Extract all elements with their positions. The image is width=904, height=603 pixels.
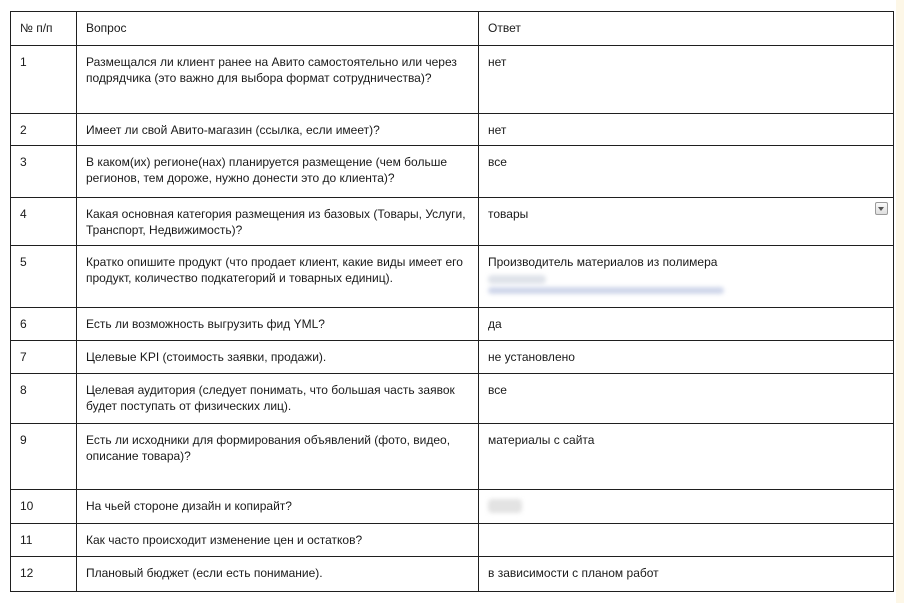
answer-cell[interactable]: нет (479, 46, 894, 114)
answer-cell[interactable]: все (479, 374, 894, 424)
question-cell[interactable]: На чьей стороне дизайн и копирайт? (77, 490, 479, 524)
table-row (11, 341, 894, 374)
header-num-cell[interactable]: № п/п (11, 12, 77, 46)
redacted-text (488, 499, 522, 513)
answer-cell[interactable]: да (479, 308, 894, 341)
brief-table (10, 11, 894, 592)
header-answer-cell[interactable]: Ответ (479, 12, 894, 46)
question-cell[interactable]: Какая основная категория размещения из базовых (Товары, Услуги, Транспорт, Недвижимость)? (77, 198, 479, 246)
num-cell[interactable]: 4 (11, 198, 77, 246)
answer-cell[interactable]: материалы с сайта (479, 424, 894, 490)
table-row (11, 557, 894, 592)
num-cell[interactable]: 6 (11, 308, 77, 341)
answer-value: Производитель материалов из полимера (488, 255, 718, 269)
question-cell[interactable]: Плановый бюджет (если есть понимание). (77, 557, 479, 592)
num-cell[interactable]: 3 (11, 146, 77, 198)
question-cell[interactable]: В каком(их) регионе(нах) планируется размещение (чем больше регионов, тем дороже, нужно донести это до клиента)? (77, 146, 479, 198)
table-row (11, 524, 894, 557)
num-cell[interactable]: 10 (11, 490, 77, 524)
num-cell[interactable]: 11 (11, 524, 77, 557)
num-cell[interactable]: 5 (11, 246, 77, 308)
answer-cell-content (488, 206, 884, 222)
table-row (11, 490, 894, 524)
question-cell[interactable]: Есть ли возможность выгрузить фид YML? (77, 308, 479, 341)
table-row (11, 46, 894, 114)
header-question-cell[interactable]: Вопрос (77, 12, 479, 46)
table-row (11, 114, 894, 146)
question-cell[interactable]: Есть ли исходники для формирования объявлений (фото, видео, описание товара)? (77, 424, 479, 490)
table-row (11, 198, 894, 246)
redacted-link (488, 287, 724, 294)
answer-cell[interactable]: в зависимости с планом работ (479, 557, 894, 592)
table-row (11, 374, 894, 424)
num-cell[interactable]: 1 (11, 46, 77, 114)
answer-cell[interactable] (479, 524, 894, 557)
answer-cell[interactable]: нет (479, 114, 894, 146)
num-cell[interactable]: 9 (11, 424, 77, 490)
redacted-text (488, 275, 546, 284)
answer-cell[interactable]: все (479, 146, 894, 198)
answer-value: товары (488, 207, 529, 221)
question-cell[interactable]: Целевые KPI (стоимость заявки, продажи). (77, 341, 479, 374)
num-cell[interactable]: 12 (11, 557, 77, 592)
table-row (11, 246, 894, 308)
question-cell[interactable]: Размещался ли клиент ранее на Авито самостоятельно или через подрядчика (это важно для выбора формат сотрудничества)? (77, 46, 479, 114)
dropdown-arrow-icon[interactable] (875, 202, 888, 215)
answer-cell[interactable]: не установлено (479, 341, 894, 374)
num-cell[interactable]: 8 (11, 374, 77, 424)
question-cell[interactable]: Целевая аудитория (следует понимать, что большая часть заявок будет поступать от физических лиц). (77, 374, 479, 424)
table-row (11, 308, 894, 341)
question-cell[interactable]: Как часто происходит изменение цен и остатков? (77, 524, 479, 557)
page-right-strip (896, 0, 904, 603)
answer-cell[interactable] (479, 198, 894, 246)
table-row (11, 146, 894, 198)
question-cell[interactable]: Кратко опишите продукт (что продает клиент, какие виды имеет его продукт, количество подкатегорий и товарных единиц). (77, 246, 479, 308)
table-header-row (11, 12, 894, 46)
num-cell[interactable]: 7 (11, 341, 77, 374)
answer-cell[interactable] (479, 490, 894, 524)
question-cell[interactable]: Имеет ли свой Авито-магазин (ссылка, если имеет)? (77, 114, 479, 146)
table-row (11, 424, 894, 490)
answer-cell[interactable] (479, 246, 894, 308)
num-cell[interactable]: 2 (11, 114, 77, 146)
